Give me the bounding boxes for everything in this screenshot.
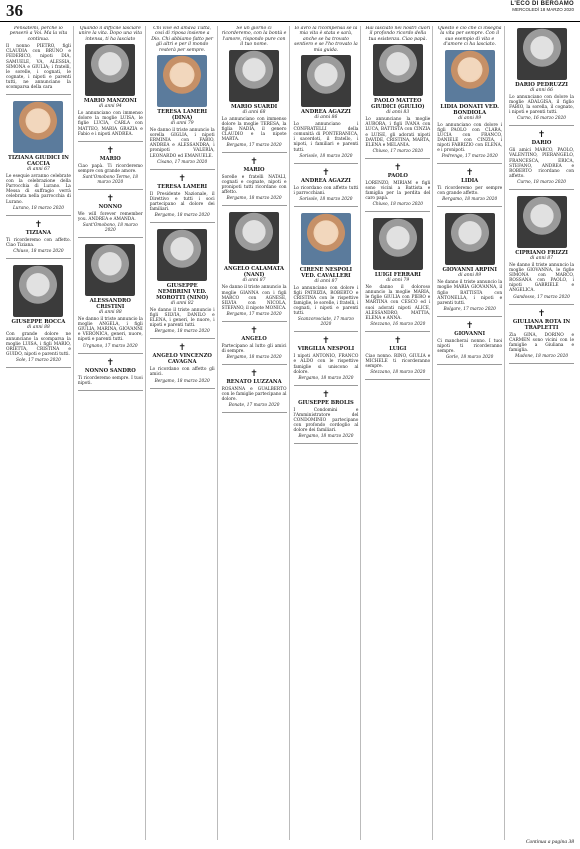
obituary-column xyxy=(76,26,146,840)
deceased-name: CIPRIANO FRIZZI xyxy=(515,249,568,256)
deceased-age: di anni 87 xyxy=(530,255,553,261)
obituary-notice xyxy=(222,26,287,153)
deceased-age: di anni 66 xyxy=(530,88,553,93)
deceased-name: MARIO xyxy=(99,155,121,162)
obituary-notice xyxy=(365,26,430,159)
cross-icon: ✝ xyxy=(106,357,115,368)
obituary-columns xyxy=(4,26,576,840)
notice-intro: Se un giorno ci ricorderemo, con la bontà e l'amore, rispondo pure con il tuo nome. xyxy=(221,26,287,48)
obituary-notice xyxy=(437,26,502,164)
deceased-age: di anni 89 xyxy=(458,115,482,121)
notice-text: ROSANNA e GUALBERTO con le famiglie partecipano al dolore. xyxy=(221,387,287,403)
obituary-notice xyxy=(437,168,502,207)
notice-place-date: Bergamo, 18 marzo 2020 xyxy=(226,196,282,202)
notice-place-date: Bergamo, 17 marzo 2020 xyxy=(226,311,282,317)
deceased-name: GIUSEPPE ROCCA xyxy=(11,318,66,325)
obituary-notice xyxy=(509,194,574,305)
notice-text: Ne danno il triste annuncio la moglie MARIA GIOVANNA, il figlio BATTISTA con ANTONELLA, i nipoti e parenti tutti. xyxy=(437,280,503,306)
notice-text: Ti ricorderemo sempre. I tuoi nipoti. xyxy=(77,375,143,386)
obituary-notice xyxy=(509,26,574,126)
cross-icon: ✝ xyxy=(250,157,258,168)
notice-place-date: Bergamo, 18 marzo 2020 xyxy=(154,212,210,218)
deceased-name: CIRENE NESPOLI VED. CAVALLERI xyxy=(299,266,353,279)
deceased-name: PAOLO xyxy=(387,172,408,179)
portrait-photo xyxy=(445,50,495,102)
obituary-notice xyxy=(78,242,143,353)
cross-icon: ✝ xyxy=(34,219,43,230)
notice-place-date: Madone, 18 marzo 2020 xyxy=(515,353,569,359)
obituary-notice xyxy=(294,26,359,164)
obituary-notice xyxy=(150,174,215,223)
notice-place-date: Bergamo, 17 marzo 2020 xyxy=(226,143,282,149)
notice-place-date: Scanzorosciate, 17 marzo 2020 xyxy=(297,317,354,328)
obituary-column xyxy=(220,26,290,840)
notice-text: Lo annunciano con dolore i figli PAOLO con CLARA, LUCIA con FRANCO, DANIELE con CINZIA, i nipoti FABRIZIO con ELENA, e i pronipoti. xyxy=(437,122,503,154)
notice-intro: Hai lasciato nei nostri cuori il profondo ricordo della tua esistenza. Ciao papà. xyxy=(365,26,431,42)
cross-icon: ✝ xyxy=(250,325,258,336)
deceased-age: di anni 79 xyxy=(386,278,410,284)
notice-place-date: Gorle, 18 marzo 2020 xyxy=(445,355,494,361)
notice-intro: Pensatemi, perché io penserò a Voi. Ma la vita continua. xyxy=(9,26,68,42)
notice-place-date: Sorisole, 18 marzo 2020 xyxy=(299,153,353,159)
notice-text: Ti ricorderemo per sempre con grande affetto. xyxy=(437,186,503,197)
notice-place-date: Sole, 17 marzo 2020 xyxy=(16,358,61,364)
paper-name: L'ECO DI BERGAMO xyxy=(510,1,574,7)
notice-text: Lo ricordano con affetto gli amici. xyxy=(149,367,215,378)
deceased-name: ANDREA AGAZZI xyxy=(301,177,351,184)
deceased-name: MARIO SUARDI xyxy=(230,103,278,110)
obituary-notice xyxy=(294,168,359,207)
obituary-notice xyxy=(6,99,71,216)
cross-icon: ✝ xyxy=(394,335,402,346)
deceased-name: LUIGI FERRARI xyxy=(374,272,421,279)
notice-place-date: Bonate, 17 marzo 2020 xyxy=(228,403,280,409)
obituary-notice xyxy=(222,210,287,321)
obituary-column xyxy=(292,26,362,840)
notice-place-date: Curno, 16 marzo 2020 xyxy=(517,116,566,122)
obituary-notice xyxy=(78,146,143,190)
deceased-name: ANGELO xyxy=(241,335,267,342)
deceased-name: NONNO SANDRO xyxy=(84,367,136,374)
notice-place-date: Bergamo, 18 marzo 2020 xyxy=(154,378,210,384)
cross-icon: ✝ xyxy=(465,168,474,179)
notice-text: Lo annunciano con immenso dolore la moglie LUISA, le figlie LUCIA, CARLA con MATTEO, MARIA GRAZIA e Fabio e i nipoti ANDREA. xyxy=(77,111,143,137)
obituary-column xyxy=(148,26,218,840)
obituary-notice xyxy=(6,26,71,95)
portrait-photo xyxy=(229,50,279,102)
deceased-age: di anni 86 xyxy=(314,115,338,121)
obituary-notice xyxy=(437,211,502,316)
deceased-name: PAOLO MATTEO GIUDICI (GIULIO) xyxy=(371,98,425,111)
notice-place-date: Chiuso, 18 marzo 2020 xyxy=(372,202,424,208)
portrait-photo xyxy=(157,229,207,281)
obituary-column xyxy=(507,26,576,840)
notice-intro: Quando il difficile lasciare unire la vita. Dopo una vita intensa, ti ha lasciato xyxy=(78,26,142,42)
obituary-notice xyxy=(150,26,215,170)
notice-place-date: Gandosso, 17 marzo 2020 xyxy=(513,294,570,300)
notice-place-date: Sorisole, 18 marzo 2020 xyxy=(299,196,353,202)
notice-text: Ne danno il triste annuncio i figli SILVIA, DANILO e ELENA, i generi, le nuore, i nipoti e parenti tutti. xyxy=(149,307,215,329)
portrait-photo xyxy=(301,213,351,265)
notice-place-date: Sant'Omobono Terme, 18 marzo 2020 xyxy=(82,174,138,185)
page-header xyxy=(0,0,580,22)
obituary-notice xyxy=(150,227,215,339)
notice-text: Lo annunciano con immenso dolore la moglie TERESA, la figlia NADIA, il genero CLAUDIO e la nipote MARTA. xyxy=(221,116,287,142)
deceased-age: di anni 68 xyxy=(242,109,266,115)
deceased-name: RENATO LUZZANA xyxy=(226,379,282,386)
deceased-name: ANGELO VINCENZO CAVAGNA xyxy=(152,353,212,366)
portrait-photo xyxy=(517,28,567,80)
cross-icon: ✝ xyxy=(178,173,186,184)
deceased-name: TERESA LAMERI (DINA) xyxy=(157,109,208,122)
deceased-name: LIDIA DONATI VED. BONDIOLA xyxy=(440,103,499,116)
masthead xyxy=(510,1,574,12)
obituary-column xyxy=(435,26,505,840)
deceased-name: NONNO xyxy=(98,203,122,210)
deceased-age: di anni 83 xyxy=(386,110,410,116)
deceased-age: di anni 67 xyxy=(27,167,50,173)
notice-place-date: Chiuso, 17 marzo 2020 xyxy=(372,148,424,154)
notice-text: Lo ricordano con affetto tutti i parrocchiani. xyxy=(293,185,359,196)
obituary-notice xyxy=(509,309,574,364)
deceased-age: di anni 87 xyxy=(314,278,338,284)
obituary-notice xyxy=(78,358,143,391)
deceased-name: LUIGI xyxy=(389,345,407,352)
notice-text: Ne danno il triste annuncio la sorella GIGLIA, i nipoti ERMINIA con FABIO, ANDREA e ALESSANDRA, i pronipoti VALERIA, LEONARDO ed EMANUELE. xyxy=(149,128,215,159)
deceased-name: ANDREA AGAZZI xyxy=(301,109,351,116)
deceased-age: di anni 88 xyxy=(98,310,122,316)
notice-text: Lo annunciano i CONFRATELLI della comunità di PONTERANICA, i sacerdoti, il fratello, i nipoti, i familiari e parenti tutti. xyxy=(293,122,359,153)
notice-text: Lo annunciano con dolore i figli PATRIZIA, ROBERTO e CRISTINA con le rispettive famiglie, le sorelle, i fratelli, i cognati, i nipoti e parenti tutti. xyxy=(293,285,359,317)
obituary-notice xyxy=(6,263,71,368)
obituary-notice xyxy=(150,343,215,388)
portrait-photo xyxy=(13,265,63,317)
notice-text: Lo annunciano con dolore la moglie ADALGISA, il figlio FABIO, la sorella, il cognato, i nipoti e parenti tutti. xyxy=(509,95,574,116)
deceased-name: TIZIANA xyxy=(25,229,52,236)
notice-text: Ciao nonno. RINO, GIULIA e MICHELE ti ricorderanno sempre. xyxy=(365,353,431,369)
obituary-notice xyxy=(78,26,143,142)
portrait-photo xyxy=(13,101,63,153)
obituary-notice xyxy=(437,321,502,365)
deceased-name: TIZIANA GIUDICI IN CACCIA xyxy=(7,155,69,168)
obituary-notice xyxy=(222,369,287,413)
portrait-photo xyxy=(445,213,495,265)
deceased-age: di anni 89 xyxy=(458,273,482,279)
obituary-notice xyxy=(294,390,359,444)
cross-icon: ✝ xyxy=(322,336,330,347)
notice-place-date: Curno, 18 marzo 2020 xyxy=(517,179,566,185)
deceased-name: LIDIA xyxy=(461,178,479,185)
portrait-photo xyxy=(157,55,207,107)
notice-place-date: Stezzano, 18 marzo 2020 xyxy=(370,370,426,376)
notice-text: We will forever remember you. ANDREA e AMANDA. xyxy=(77,211,143,222)
deceased-age: di anni 88 xyxy=(27,324,50,330)
deceased-name: VIRGILIA NESPOLI xyxy=(297,346,355,353)
notice-place-date: Bolgare, 17 marzo 2020 xyxy=(443,306,496,312)
cross-icon: ✝ xyxy=(250,369,258,380)
obituary-notice xyxy=(6,220,71,259)
cross-icon: ✝ xyxy=(106,145,115,156)
deceased-name: DARIO xyxy=(531,140,552,147)
cross-icon: ✝ xyxy=(394,162,402,173)
portrait-photo xyxy=(517,196,567,248)
notice-text: Ci mancherai nonno. I tuoi nipoti ti ricorderanno sempre. xyxy=(437,338,503,355)
portrait-photo xyxy=(229,212,279,264)
notice-text: Ne danno il triste annuncio la moglie GIANNA con i figli MARCO con AGNESE, SILVIA con NICOLA, STEFANO, il nipote MONICA. xyxy=(221,285,287,311)
notice-text: LORENZO, MIRIAM e figli sono vicini a Battista e famiglia per la perdita del caro papà. xyxy=(365,180,431,202)
obituary-column xyxy=(4,26,74,840)
deceased-name: GIOVANNI xyxy=(454,330,486,337)
portrait-photo xyxy=(373,218,423,270)
cross-icon: ✝ xyxy=(537,308,546,319)
deceased-name: GIOVANNI ARPINI xyxy=(442,267,497,274)
notice-text: Ne danno il doloroso annuncio la moglie MARIA, le figlie GIULIA con PIERO e MARTINA con CESCO ed i suoi adorati nipoti ALICE, ALESSANDRO, MATTIA, ELENA e ANNA. xyxy=(365,285,431,321)
notice-text: Con grande dolore ne annunciano la scomparsa la moglie LUISA, i figli MARIO, ORIETTA, CRISTINA e GUIDO, nipoti e parenti tutti. xyxy=(6,331,71,358)
notice-text: Ne danno il triste annuncio la moglie ANGELA, i figli GIULIA, MARINA, GIOVANNI e VERONICA, generi, nuore, nipoti e parenti tutti. xyxy=(77,317,143,343)
deceased-age: di anni 87 xyxy=(242,278,266,284)
notice-text: Il Presidente Nazionale, il Direttivo e tutti i soci partecipano al dolore dei familiari. xyxy=(149,191,215,212)
deceased-name: ANGELO CALAMATA (NANI) xyxy=(224,266,285,279)
deceased-age: di anni 94 xyxy=(98,104,122,110)
notice-intro: Chi vive ed amava Tutta, così di riposa insieme a Dio. Chi abbiamo fatto per gli altri e per il mondo resterà per sempre. xyxy=(151,26,214,53)
notice-place-date: Stezzano, 16 marzo 2020 xyxy=(370,321,426,327)
page-number: 36 xyxy=(6,1,23,20)
notice-place-date: Sant'Omobono, 18 marzo 2020 xyxy=(82,223,138,234)
notice-place-date: Bergamo, 18 marzo 2020 xyxy=(298,434,354,440)
obituary-column xyxy=(363,26,433,840)
deceased-name: MARIO xyxy=(243,167,265,174)
notice-place-date: Bergamo, 18 marzo 2020 xyxy=(442,197,498,203)
notice-place-date: Chiuso, 18 marzo 2020 xyxy=(13,248,64,254)
notice-place-date: Bergamo, 18 marzo 2020 xyxy=(154,329,210,335)
portrait-photo xyxy=(85,44,135,96)
obituary-notice xyxy=(222,326,287,365)
deceased-age: di anni 79 xyxy=(170,121,194,127)
obituary-notice xyxy=(78,194,143,238)
deceased-name: TERESA LAMERI xyxy=(157,183,208,190)
obituary-notice xyxy=(294,336,359,385)
obituary-notice xyxy=(365,216,430,332)
notice-text: Gli amici MARCO, PAOLO, VALENTINO, PIERANGELO, FRANCESCA, ERICA, STEFANO, ANDREA e ROBERTO ricordano con affetto. xyxy=(509,148,574,179)
notice-text: Ciao papà. Ti ricorderemo sempre con grande amore. xyxy=(77,163,143,174)
deceased-name: GIUSEPPE NEMBRINI VED. MOROTTI (NINO) xyxy=(156,282,209,301)
continued-note: Continua a pagina 38 xyxy=(525,839,574,845)
notice-text: Il nonno PIETRO, figli CLAUDIA con BRUNO e FEDERICO, nipoti DIA, SAMUELE, VA, ALESSIA, SIMONA e GIULIA; i fratelli, le sorelle, i cognati, le cognate, i nipoti e parenti tutti, ne annunciano la scomparsa della cara xyxy=(6,44,71,90)
deceased-name: ALESSANDRO CRISTINI xyxy=(89,298,131,311)
deceased-name: GIUSEPPE BROLIS xyxy=(298,399,354,406)
notice-text: I Condomini e l'Amministratore del CONDOMINIO partecipano con profondo cordoglio al dolore dei familiari. xyxy=(293,407,359,434)
notice-text: Sorelle e fratelli NATALI, cognati e cognate, nipoti e pronipoti tutti ricordano con affetto. xyxy=(221,175,287,196)
deceased-age: di anni 82 xyxy=(170,300,194,306)
portrait-photo xyxy=(301,55,351,107)
obituary-notice xyxy=(222,157,287,206)
obituary-notice xyxy=(294,211,359,333)
issue-date: MERCOLEDÌ 18 MARZO 2020 xyxy=(512,7,574,12)
cross-icon: ✝ xyxy=(322,389,330,400)
notice-place-date: Cisano, 17 marzo 2020 xyxy=(157,159,208,165)
deceased-name: GIULIANA ROTA IN TRAPLETTI xyxy=(512,318,571,331)
notice-place-date: Lurano, 18 marzo 2020 xyxy=(12,205,64,211)
cross-icon: ✝ xyxy=(106,193,115,204)
cross-icon: ✝ xyxy=(537,130,546,141)
notice-intro: Questo è ciò che ci insegna la vita per sempre. Con il suo esempio di vita e d'amore ci ha lasciato. xyxy=(437,26,502,48)
notice-text: Le esequie avranno celebrate con la celebrazione della Parrocchia di Lurano. La Messa di suffragio verrà celebrata nella parrocchia di Lurano. xyxy=(6,174,71,205)
obituary-notice xyxy=(365,163,430,212)
portrait-photo xyxy=(373,44,423,96)
cross-icon: ✝ xyxy=(178,343,186,354)
obituary-notice xyxy=(365,336,430,380)
cross-icon: ✝ xyxy=(465,320,474,331)
notice-text: I nipoti ANTONIO, FRANCO e ALDO con le rispettive famiglie si uniscono al dolore. xyxy=(293,354,359,375)
notice-place-date: Bergamo, 18 marzo 2020 xyxy=(226,355,282,361)
notice-text: Partecipano al lutto gli amici di sempre. xyxy=(221,343,287,355)
notice-place-date: Pedrengo, 17 marzo 2020 xyxy=(441,154,498,160)
notice-intro: Io avrò la ricompensa se la mia vita è stata e sarà, anche se ha trovato sentiero e se l'ho trovato la mia guida. xyxy=(294,26,358,53)
obituary-notice xyxy=(509,130,574,190)
deceased-name: MARIO MANZONI xyxy=(83,98,137,105)
notice-text: Ne danno il triste annuncio la moglie GIOVANNA, le figlie SIMONA con MARCO, ROSSANA con PAOLO, i nipoti GABRIELE e ANGELICA. xyxy=(509,262,575,294)
portrait-photo xyxy=(85,244,135,296)
deceased-name: DARIO PEDRUZZI xyxy=(515,82,568,88)
notice-place-date: Bergamo, 18 marzo 2020 xyxy=(298,375,354,381)
cross-icon: ✝ xyxy=(322,167,330,178)
notice-place-date: Urgnano, 17 marzo 2020 xyxy=(83,343,138,349)
notice-text: Lo annunciano la moglie AURORA, i figli IVANA con LUCA, BATTISTA con CINZIA e LUISE, gli adorati nipoti DAVIDE, CRISTINA, MARTA, ELENA e MELANIA. xyxy=(365,117,431,148)
notice-text: Ti ricorderemo con affetto. Ciao Tiziana. xyxy=(6,237,71,248)
notice-text: Zia GINA, DORINO e CARMEN sono vicini con le famiglie a Giuliana e famiglia. xyxy=(509,332,574,353)
